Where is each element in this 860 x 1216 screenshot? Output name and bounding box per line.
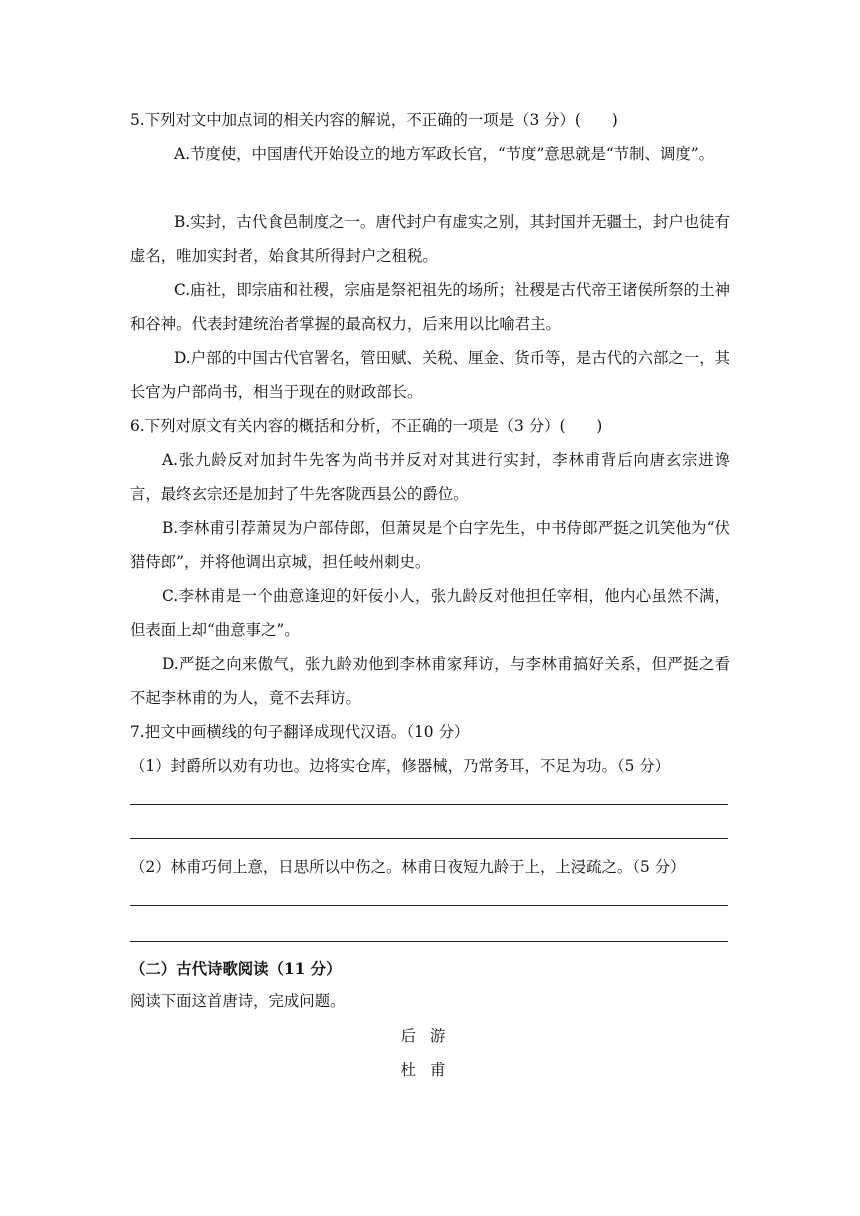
q6-option-a: A.张九龄反对加封牛先客为尚书并反对对其进行实封，李林甫背后向唐玄宗进谗言，最终玄宗还是加封了牛先客陇西县公的爵位。 bbox=[130, 451, 730, 503]
q5-stem: 5.下列对文中加点词的相关内容的解说，不正确的一项是（3 分）( ) bbox=[130, 111, 618, 129]
answer-line[interactable] bbox=[130, 941, 728, 942]
answer-line[interactable] bbox=[130, 905, 728, 906]
q6-option-b: B.李林甫引荐萧炅为户部侍郎，但萧炅是个白字先生，中书侍郎严挺之讥笑他为“伏猎侍郎”，并将他调出京城，担任岐州刺史。 bbox=[130, 519, 730, 571]
poem-author: 杜甫 bbox=[400, 1061, 460, 1079]
q6-option-d: D.严挺之向来傲气，张九龄劝他到李林甫家拜访，与李林甫搞好关系，但严挺之看不起李林甫的为人，竟不去拜访。 bbox=[130, 655, 730, 707]
q6-stem: 6.下列对原文有关内容的概括和分析，不正确的一项是（3 分）( ) bbox=[130, 417, 603, 435]
answer-line[interactable] bbox=[130, 838, 728, 839]
q5-option-c: C.庙社，即宗庙和社稷，宗庙是祭祀祖先的场所；社稷是古代帝王诸侯所祭的土神和谷神。代表封建统治者掌握的最高权力，后来用以比喻君主。 bbox=[130, 281, 730, 333]
q5-option-d: D.户部的中国古代官署名，管田赋、关税、厘金、货币等，是古代的六部之一，其长官为户部尚书，相当于现在的财政部长。 bbox=[130, 349, 730, 401]
q6-option-c: C.李林甫是一个曲意逢迎的奸佞小人，张九龄反对他担任宰相，他内心虽然不满，但表面上却“曲意事之”。 bbox=[130, 587, 730, 639]
q7-sub1: （1）封爵所以劝有功也。边将实仓库，修器械，乃常务耳，不足为功。（5 分） bbox=[130, 757, 671, 775]
q5-option-a: A.节度使，中国唐代开始设立的地方军政长官，“节度”意思就是“节制、调度”。 bbox=[174, 145, 714, 163]
q5-option-b: B.实封，古代食邑制度之一。唐代封户有虚实之别，其封国并无疆土，封户也徒有虚名，唯加实封者，始食其所得封户之租税。 bbox=[130, 213, 730, 265]
section-intro: 阅读下面这首唐诗，完成问题。 bbox=[130, 992, 346, 1010]
q7-sub2: （2）林甫巧伺上意，日思所以中伤之。林甫日夜短九龄于上，上浸疏之。（5 分） bbox=[130, 858, 686, 876]
poem-title: 后游 bbox=[400, 1027, 460, 1045]
answer-line[interactable] bbox=[130, 804, 728, 805]
q7-stem: 7.把文中画横线的句子翻译成现代汉语。（10 分） bbox=[130, 723, 470, 741]
section-heading: （二）古代诗歌阅读（11 分） bbox=[130, 960, 342, 978]
